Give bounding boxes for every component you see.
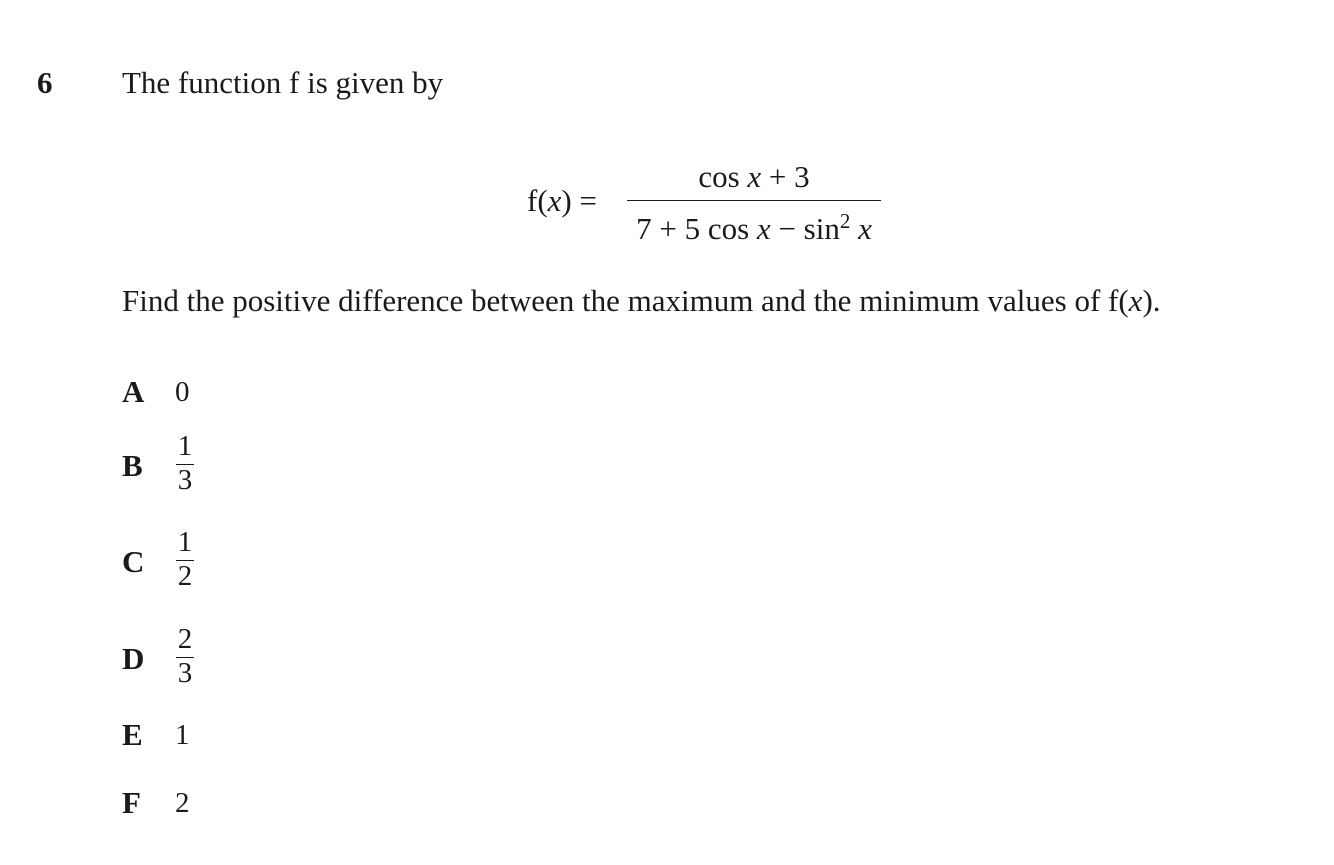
question-instruction: Find the positive difference between the maximum and the minimum values of f(x). [122, 283, 1161, 318]
option-f-value[interactable]: 2 [175, 787, 190, 819]
option-c-numerator: 1 [177, 526, 193, 558]
option-b-fraction[interactable] [173, 431, 197, 501]
fraction-bar [627, 200, 881, 201]
question-prompt: The function f is given by [122, 65, 444, 100]
equation-numerator: cos x + 3 [698, 159, 810, 194]
question-number: 6 [37, 65, 53, 100]
option-d-fraction[interactable] [173, 624, 197, 694]
option-c-fraction[interactable] [173, 527, 197, 597]
option-f-letter[interactable]: F [122, 785, 141, 820]
option-e-letter[interactable]: E [122, 717, 143, 752]
function-equation [527, 158, 887, 246]
equation-denominator: 7 + 5 $\cos x - \sin^2 x$ [636, 209, 872, 246]
option-a-letter[interactable]: A [122, 374, 145, 409]
option-d-numerator: 2 [177, 623, 193, 655]
option-d-letter[interactable]: D [122, 641, 145, 676]
option-b-denominator: 3 [177, 464, 193, 496]
option-d-denominator: 3 [177, 657, 193, 689]
option-c-denominator: 2 [177, 560, 193, 592]
equation-lhs: f(x) = [527, 183, 597, 218]
option-e-value[interactable]: 1 [175, 719, 190, 751]
option-b-letter[interactable]: B [122, 448, 143, 483]
option-a-value[interactable]: 0 [175, 376, 190, 408]
option-c-letter[interactable]: C [122, 544, 145, 579]
option-b-numerator: 1 [177, 430, 193, 462]
